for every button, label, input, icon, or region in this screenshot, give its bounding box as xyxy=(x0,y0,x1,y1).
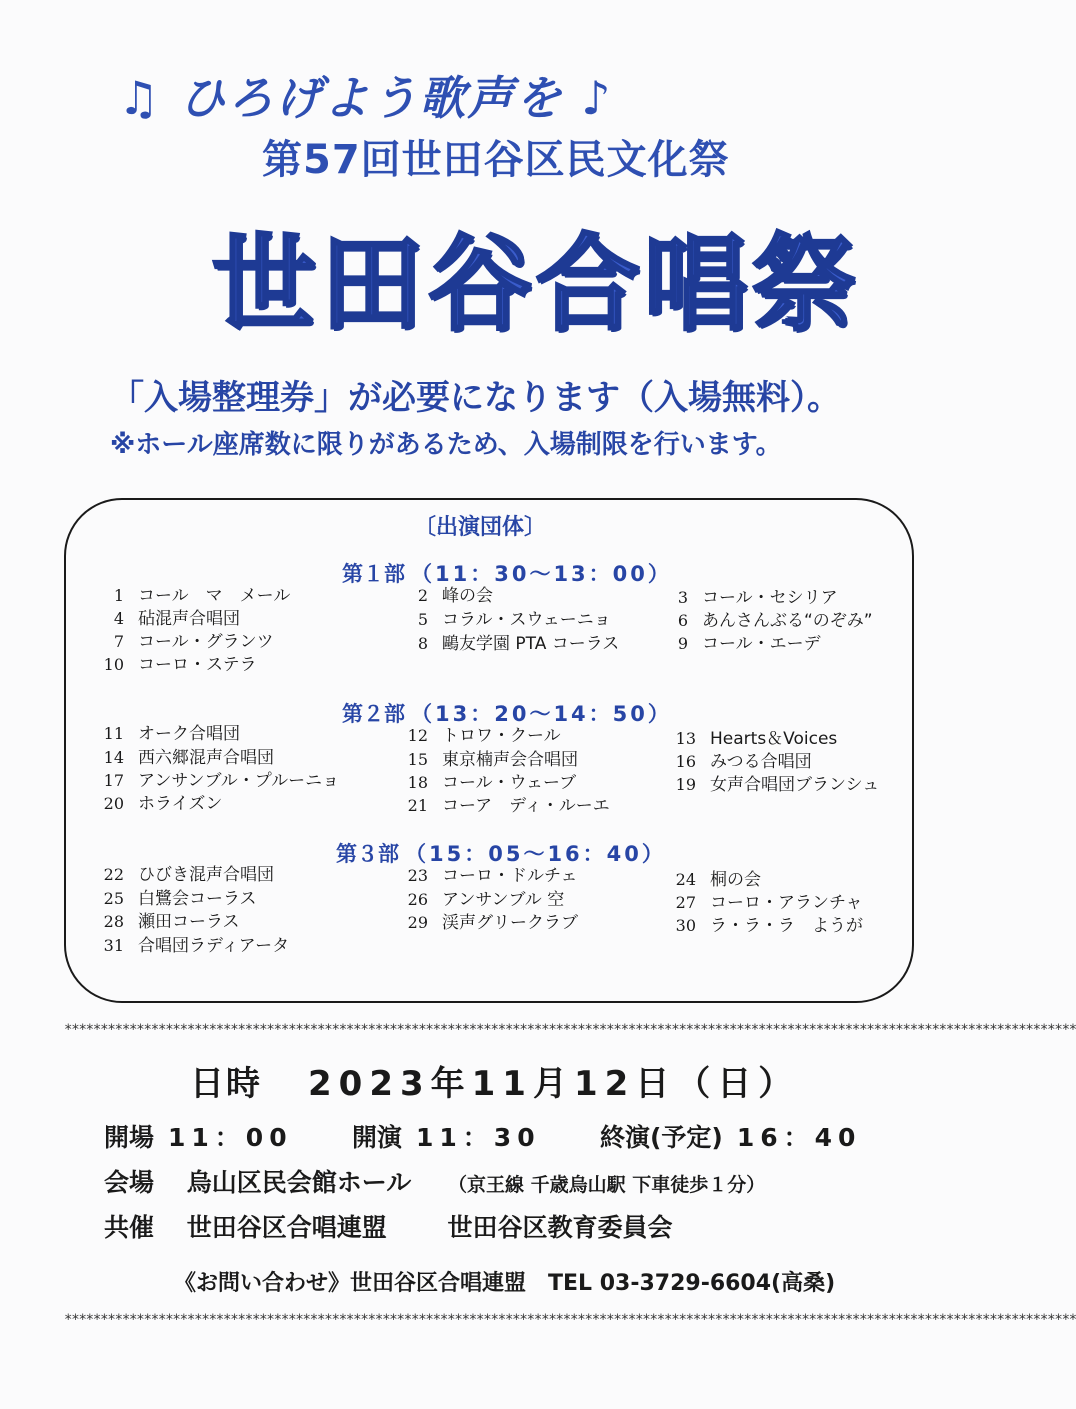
list-item: 17 アンサンブル・プルーニョ xyxy=(103,771,340,791)
open-time xyxy=(104,1118,293,1154)
list-item: 10 コーロ・ステラ xyxy=(103,655,257,675)
contact-info: 《お問い合わせ》世田谷区合唱連盟 TEL 03-3729-6604(高桑) xyxy=(174,1271,836,1296)
list-item: 22 ひびき混声合唱団 xyxy=(103,865,274,885)
list-item: 3 コール・セシリア xyxy=(677,588,838,608)
date-value: 2023年11月12日（日） xyxy=(308,1064,800,1104)
host-label: 共催 xyxy=(104,1213,155,1242)
list-item: 1 コール マ メール xyxy=(113,586,291,606)
event-date xyxy=(190,1056,799,1105)
list-item: 26 アンサンブル 空 xyxy=(407,890,565,910)
main-title: 世田谷合唱祭 xyxy=(212,223,861,345)
start-time xyxy=(352,1118,541,1154)
part-time: （15：05〜16：40） xyxy=(405,842,666,866)
part-label: 第２部 xyxy=(342,702,405,726)
list-item: 7 コール・グランツ xyxy=(113,632,274,652)
ticket-notice: 「入場整理券」が必要になります（入場無料）。 xyxy=(110,378,841,418)
end-label: 終演(予定) xyxy=(600,1123,723,1152)
list-item: 14 西六郷混声合唱団 xyxy=(103,748,274,768)
capacity-notice: ※ホール座席数に限りがあるため、入場制限を行います。 xyxy=(110,430,782,460)
part-label: 第１部 xyxy=(342,562,405,586)
list-item: 27 コーロ・アランチャ xyxy=(675,893,863,913)
end-time xyxy=(600,1118,861,1154)
list-item: 4 砧混声合唱団 xyxy=(113,609,240,629)
list-item: 20 ホライズン xyxy=(103,794,223,814)
venue xyxy=(104,1163,765,1199)
list-item: 16 みつる合唱団 xyxy=(675,752,812,772)
venue-name: 烏山区民会館ホール xyxy=(186,1168,412,1197)
list-item: 21 コーア ディ・ルーエ xyxy=(407,796,610,816)
list-item: 6 あんさんぶる“のぞみ” xyxy=(677,611,873,631)
list-item: 30 ラ・ラ・ラ ようが xyxy=(675,916,863,936)
host-2: 世田谷区教育委員会 xyxy=(447,1213,673,1242)
part-1-heading xyxy=(342,558,672,588)
part-time: （11：30〜13：00） xyxy=(411,562,672,586)
open-label: 開場 xyxy=(104,1123,155,1152)
list-item: 2 峰の会 xyxy=(417,586,493,606)
start-label: 開演 xyxy=(352,1123,403,1152)
list-item: 8 鷗友学園 PTA コーラス xyxy=(417,634,620,654)
star-divider: ******************************************************************************************************************************************** xyxy=(64,1022,1076,1038)
list-item: 31 合唱団ラディアータ xyxy=(103,936,290,956)
list-item: 5 コラル・スウェーニョ xyxy=(417,610,611,630)
part-label: 第３部 xyxy=(336,842,399,866)
list-item: 18 コール・ウェーブ xyxy=(407,773,577,793)
list-item: 13 Hearts＆Voices xyxy=(675,729,838,749)
co-hosts xyxy=(104,1208,672,1244)
star-divider: ******************************************************************************************************************************************** xyxy=(64,1312,1076,1328)
list-item: 15 東京楠声会合唱団 xyxy=(407,750,578,770)
part-time: （13：20〜14：50） xyxy=(411,702,672,726)
host-1: 世田谷区合唱連盟 xyxy=(186,1213,387,1242)
open-value: 11：00 xyxy=(168,1123,293,1152)
venue-access: （京王線 千歳烏山駅 下車徒歩１分） xyxy=(447,1174,766,1196)
end-value: 16：40 xyxy=(736,1123,862,1152)
venue-label: 会場 xyxy=(104,1168,155,1197)
list-item: 19 女声合唱団ブランシュ xyxy=(675,775,880,795)
start-value: 11：30 xyxy=(416,1123,541,1152)
tagline: ♫ ひろげよう歌声を ♪ xyxy=(118,71,613,125)
performers-heading: 〔出演団体〕 xyxy=(413,515,546,540)
list-item: 23 コーロ・ドルチェ xyxy=(407,866,578,886)
festival-edition: 第57回世田谷区民文化祭 xyxy=(262,137,730,183)
date-label: 日時 xyxy=(190,1064,262,1104)
list-item: 9 コール・エーデ xyxy=(677,634,821,654)
list-item: 11 オーク合唱団 xyxy=(103,724,240,744)
list-item: 12 トロワ・クール xyxy=(407,726,561,746)
list-item: 28 瀬田コーラス xyxy=(103,912,240,932)
list-item: 25 白鷺会コーラス xyxy=(103,889,257,909)
list-item: 29 渓声グリークラブ xyxy=(407,913,578,933)
list-item: 24 桐の会 xyxy=(675,870,761,890)
